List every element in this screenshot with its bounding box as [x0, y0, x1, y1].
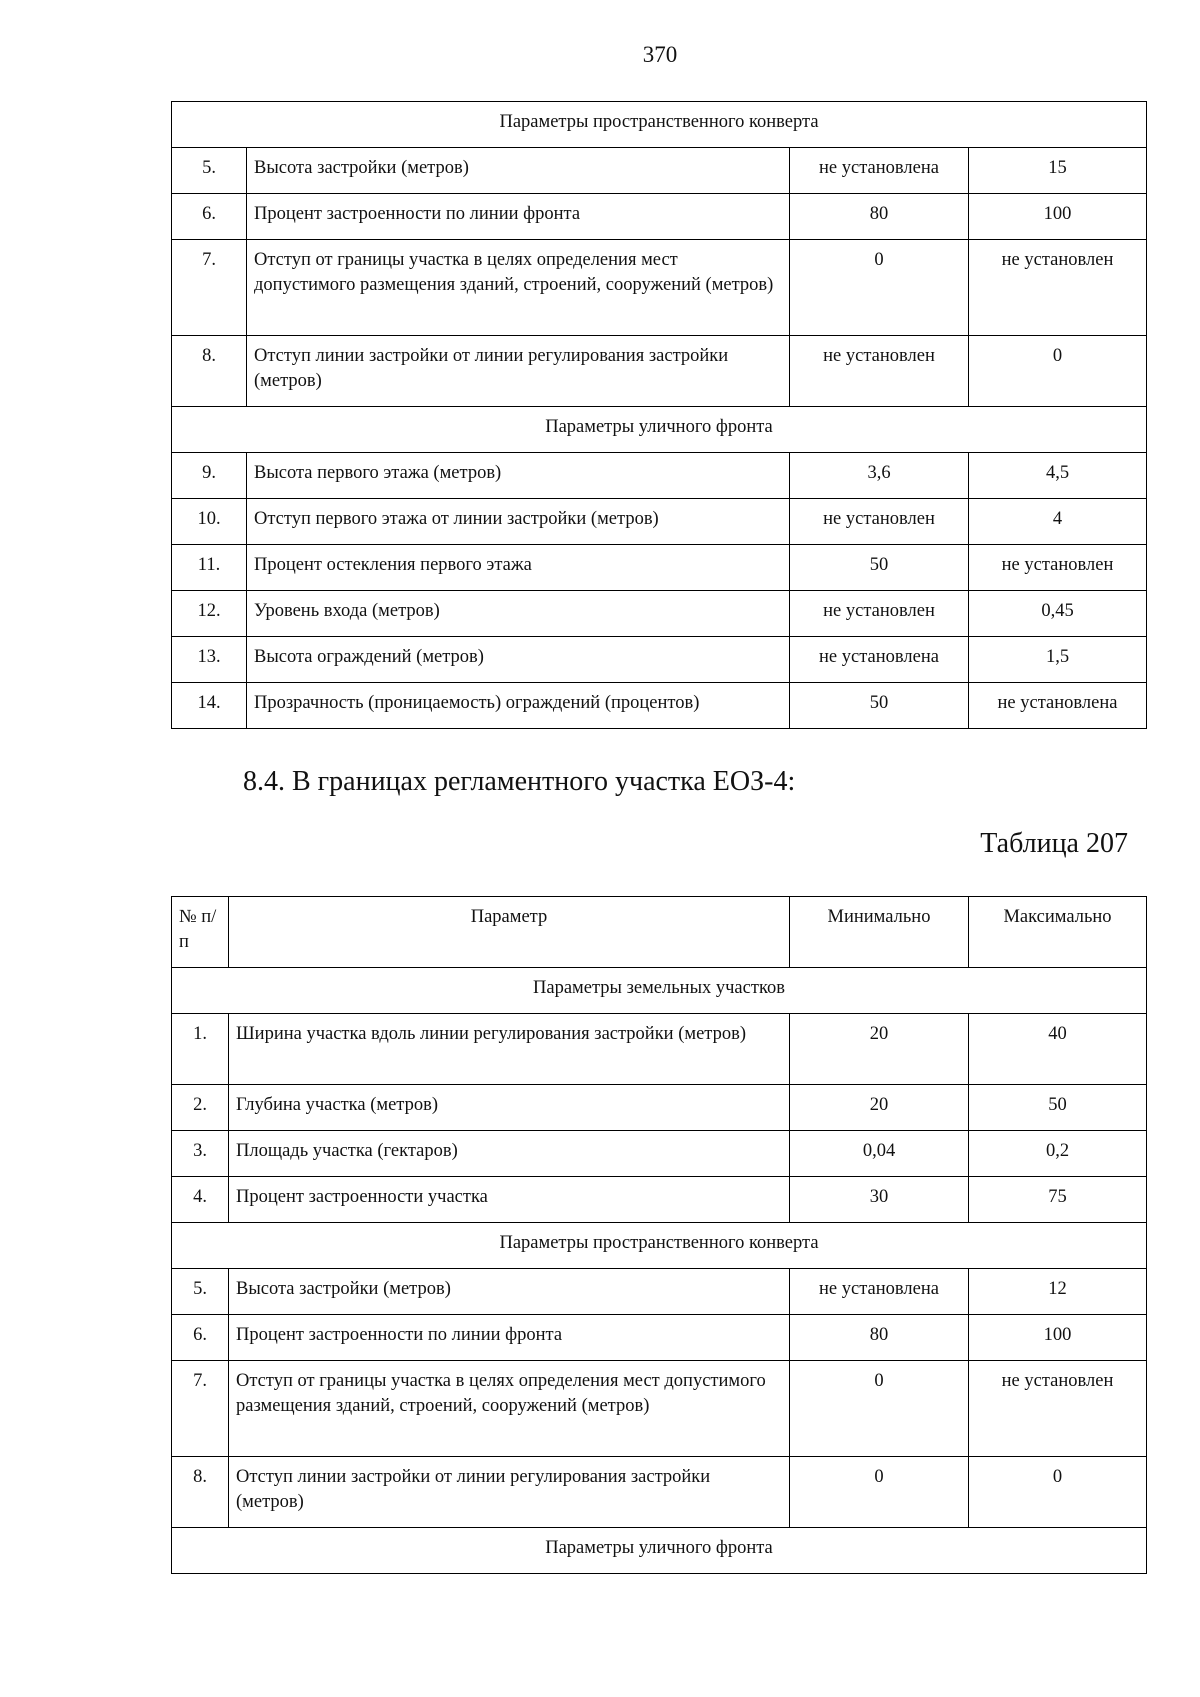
section-row	[172, 1223, 1147, 1269]
section-heading: 8.4. В границах регламентного участка ЕОЗ-4:	[243, 766, 796, 797]
table-row	[172, 336, 1147, 407]
parameter-name: Отступ первого этажа от линии застройки (метров)	[247, 499, 790, 545]
min-value: 0	[790, 240, 969, 336]
row-number: 13.	[172, 637, 247, 683]
min-value: 30	[790, 1177, 969, 1223]
max-value: не установлена	[969, 683, 1147, 729]
row-number: 1.	[172, 1014, 229, 1085]
header-parameter: Параметр	[229, 897, 790, 968]
row-number: 7.	[172, 1361, 229, 1457]
min-value: не установлена	[790, 1269, 969, 1315]
table-row	[172, 148, 1147, 194]
row-number: 5.	[172, 148, 247, 194]
parameter-name: Высота ограждений (метров)	[247, 637, 790, 683]
table-row	[172, 453, 1147, 499]
table-row	[172, 1177, 1147, 1223]
parameter-name: Высота застройки (метров)	[229, 1269, 790, 1315]
header-minimum: Минимально	[790, 897, 969, 968]
max-value: 1,5	[969, 637, 1147, 683]
min-value: 3,6	[790, 453, 969, 499]
parameter-name: Отступ линии застройки от линии регулирования застройки (метров)	[247, 336, 790, 407]
table-row	[172, 499, 1147, 545]
parameter-name: Глубина участка (метров)	[229, 1085, 790, 1131]
row-number: 2.	[172, 1085, 229, 1131]
min-value: 20	[790, 1085, 969, 1131]
min-value: не установлена	[790, 148, 969, 194]
min-value: 80	[790, 1315, 969, 1361]
row-number: 10.	[172, 499, 247, 545]
row-number: 8.	[172, 336, 247, 407]
row-number: 14.	[172, 683, 247, 729]
min-value: не установлен	[790, 336, 969, 407]
max-value: 4,5	[969, 453, 1147, 499]
min-value: 0,04	[790, 1131, 969, 1177]
row-number: 12.	[172, 591, 247, 637]
section-row	[172, 102, 1147, 148]
max-value: не установлен	[969, 1361, 1147, 1457]
page-number: 370	[642, 42, 678, 67]
parameter-name: Процент застроенности участка	[229, 1177, 790, 1223]
row-number: 3.	[172, 1131, 229, 1177]
parameter-name: Процент застроенности по линии фронта	[229, 1315, 790, 1361]
min-value: 50	[790, 683, 969, 729]
parameter-name: Отступ от границы участка в целях определения мест допустимого размещения зданий, строений, сооружений (метров)	[229, 1361, 790, 1457]
max-value: не установлен	[969, 240, 1147, 336]
max-value: 75	[969, 1177, 1147, 1223]
table-row	[172, 1269, 1147, 1315]
table-row	[172, 1131, 1147, 1177]
parameter-name: Высота первого этажа (метров)	[247, 453, 790, 499]
max-value: 40	[969, 1014, 1147, 1085]
table-row	[172, 1315, 1147, 1361]
row-number: 11.	[172, 545, 247, 591]
row-number: 8.	[172, 1457, 229, 1528]
table-1-body	[172, 102, 1147, 729]
row-number: 5.	[172, 1269, 229, 1315]
table-row	[172, 545, 1147, 591]
section-row	[172, 407, 1147, 453]
min-value: 50	[790, 545, 969, 591]
table-row	[172, 194, 1147, 240]
min-value: 80	[790, 194, 969, 240]
parameter-name: Прозрачность (проницаемость) ограждений (процентов)	[247, 683, 790, 729]
max-value: 15	[969, 148, 1147, 194]
max-value: 0	[969, 1457, 1147, 1528]
table-caption: Таблица 207	[980, 828, 1128, 859]
table-row	[172, 591, 1147, 637]
min-value: 20	[790, 1014, 969, 1085]
max-value: 100	[969, 1315, 1147, 1361]
min-value: не установлен	[790, 591, 969, 637]
row-number: 9.	[172, 453, 247, 499]
parameter-name: Процент остекления первого этажа	[247, 545, 790, 591]
parameter-name: Высота застройки (метров)	[247, 148, 790, 194]
parameter-name: Отступ линии застройки от линии регулирования застройки (метров)	[229, 1457, 790, 1528]
table-row	[172, 637, 1147, 683]
table-row	[172, 1361, 1147, 1457]
min-value: не установлена	[790, 637, 969, 683]
header-number: № п/п	[172, 897, 229, 968]
section-title: Параметры пространственного конверта	[172, 1223, 1147, 1269]
min-value: не установлен	[790, 499, 969, 545]
parameter-name: Отступ от границы участка в целях определения мест допустимого размещения зданий, строений, сооружений (метров)	[247, 240, 790, 336]
section-title: Параметры пространственного конверта	[172, 102, 1147, 148]
max-value: 0,2	[969, 1131, 1147, 1177]
max-value: 4	[969, 499, 1147, 545]
min-value: 0	[790, 1457, 969, 1528]
parameter-name: Площадь участка (гектаров)	[229, 1131, 790, 1177]
table-row	[172, 1014, 1147, 1085]
table-header-row	[172, 897, 1147, 968]
parameter-name: Уровень входа (метров)	[247, 591, 790, 637]
header-maximum: Максимально	[969, 897, 1147, 968]
max-value: 12	[969, 1269, 1147, 1315]
min-value: 0	[790, 1361, 969, 1457]
section-title: Параметры уличного фронта	[172, 407, 1147, 453]
max-value: 100	[969, 194, 1147, 240]
section-row	[172, 968, 1147, 1014]
section-title: Параметры земельных участков	[172, 968, 1147, 1014]
row-number: 7.	[172, 240, 247, 336]
max-value: 50	[969, 1085, 1147, 1131]
regulation-table-207	[171, 896, 1147, 1574]
section-row	[172, 1528, 1147, 1574]
max-value: не установлен	[969, 545, 1147, 591]
max-value: 0,45	[969, 591, 1147, 637]
section-title: Параметры уличного фронта	[172, 1528, 1147, 1574]
parameter-name: Ширина участка вдоль линии регулирования застройки (метров)	[229, 1014, 790, 1085]
table-row	[172, 683, 1147, 729]
max-value: 0	[969, 336, 1147, 407]
table-row	[172, 1085, 1147, 1131]
table-2-body	[172, 897, 1147, 1574]
table-row	[172, 240, 1147, 336]
table-row	[172, 1457, 1147, 1528]
parameter-name: Процент застроенности по линии фронта	[247, 194, 790, 240]
row-number: 6.	[172, 1315, 229, 1361]
regulation-table-continued	[171, 101, 1147, 729]
row-number: 6.	[172, 194, 247, 240]
row-number: 4.	[172, 1177, 229, 1223]
